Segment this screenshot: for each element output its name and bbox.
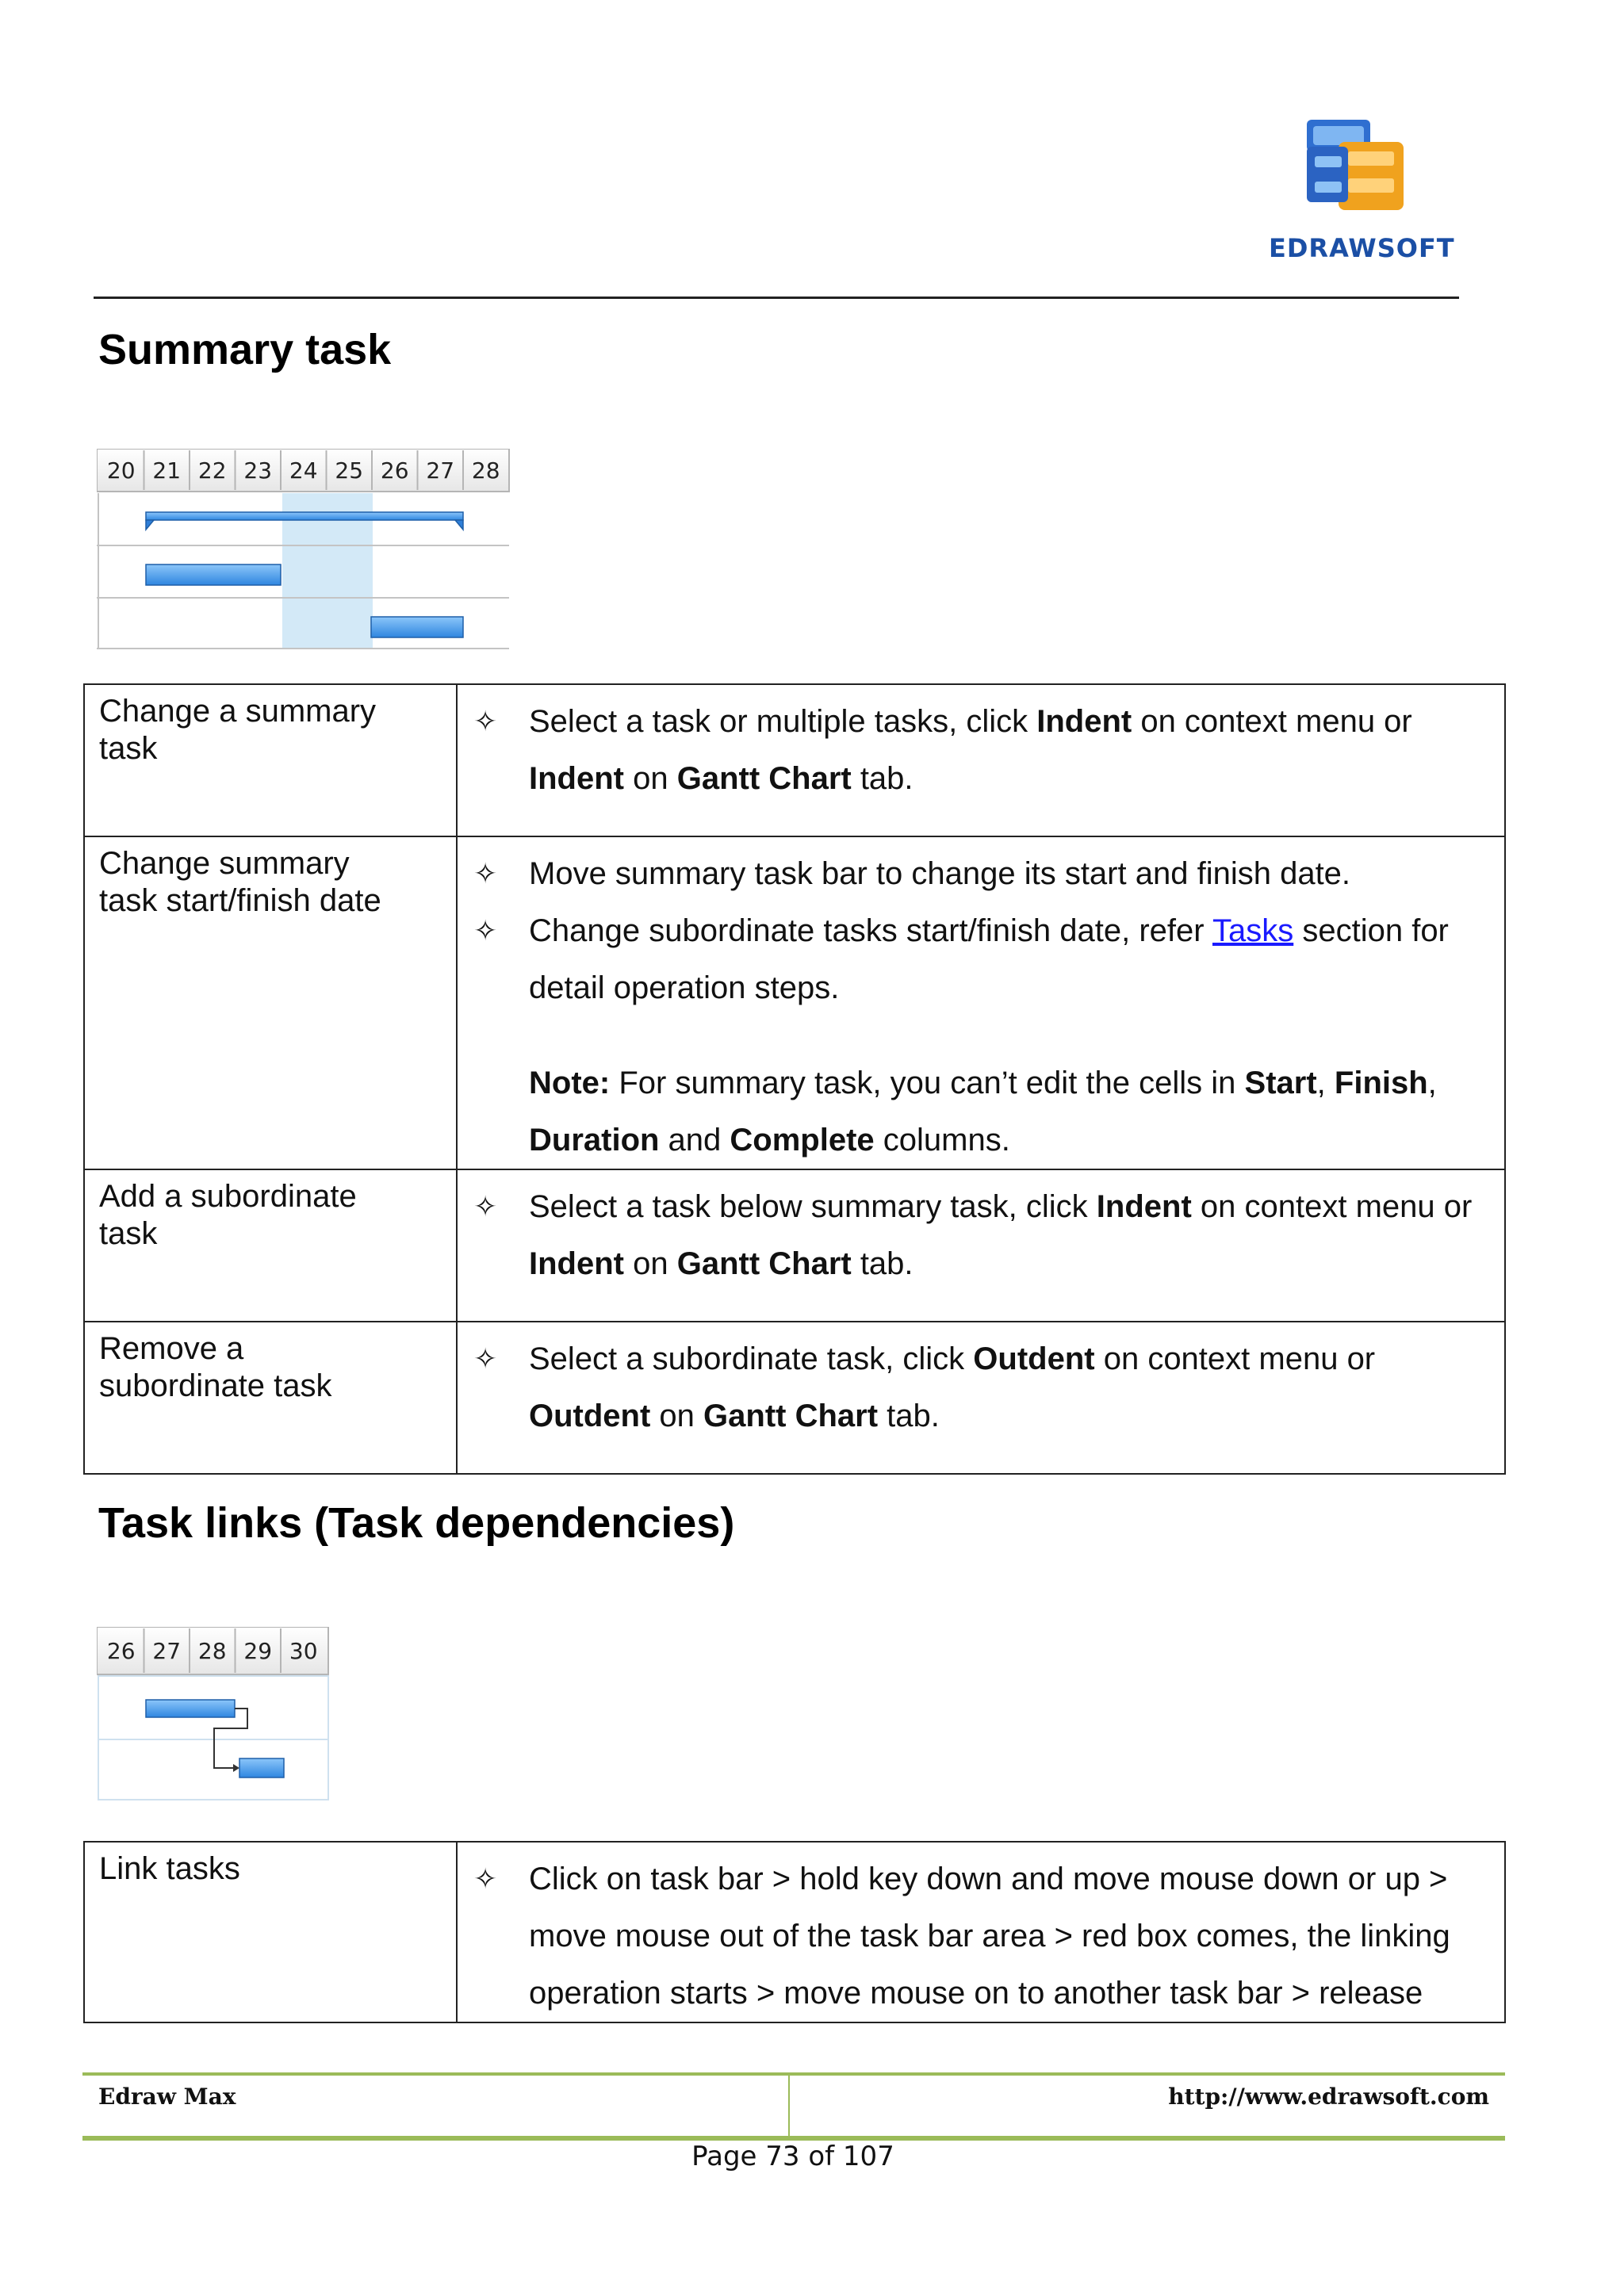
- gantt-day-label: 26: [380, 457, 409, 484]
- bullet-star-icon: ✧: [473, 914, 498, 947]
- gantt-day-label: 22: [197, 457, 227, 484]
- bold-term: Outdent: [529, 1399, 651, 1433]
- section-title-summary-task: Summary task: [98, 326, 392, 373]
- step-item: [467, 1850, 1488, 2022]
- gantt-day-label: 23: [243, 457, 273, 484]
- bold-term: Note:: [529, 1066, 611, 1100]
- operation-label: Change a summary task: [84, 684, 457, 836]
- operation-label: Add a subordinate task: [84, 1169, 457, 1322]
- operation-label: Link tasks: [84, 1842, 457, 2022]
- bullet-star-icon: ✧: [473, 1190, 498, 1223]
- operation-description: [457, 684, 1505, 836]
- bold-term: Indent: [529, 1246, 624, 1281]
- bullet-star-icon: ✧: [473, 705, 498, 737]
- page-footer: [82, 2072, 1505, 2141]
- brand-name: EDRAWSOFT: [1269, 233, 1455, 263]
- gantt-day-label: 29: [243, 1638, 273, 1664]
- gantt-day-label: 28: [197, 1638, 227, 1664]
- page-number: Page 73 of 107: [691, 2141, 894, 2172]
- bullet-star-icon: ✧: [473, 857, 498, 890]
- table-row: [84, 1322, 1505, 1474]
- gantt-day-label: 20: [106, 457, 136, 484]
- bullet-star-icon: ✧: [473, 1862, 498, 1895]
- table-row: [84, 1169, 1505, 1322]
- step-text: Select a task or multiple tasks, click Indent on context menu or Indent on Gantt Chart tab.: [529, 704, 1412, 796]
- summary-bar-right-cap: [455, 520, 463, 530]
- edrawsoft-logo: [1269, 115, 1455, 263]
- table-row: [84, 836, 1505, 1169]
- gantt-day-label: 24: [289, 457, 318, 484]
- predecessor-task-bar: [146, 1700, 235, 1717]
- gantt-day-label: 30: [289, 1638, 318, 1664]
- operation-description: [457, 1169, 1505, 1322]
- operation-description: [457, 836, 1505, 1169]
- gantt-day-label: 27: [152, 1638, 182, 1664]
- step-text: Click on task bar > hold key down and move mouse down or up > move mouse out of the task bar area > red box comes, the linking operation starts > move mouse on to another task bar > release: [529, 1862, 1450, 2011]
- footer-product-name: Edraw Max: [98, 2084, 236, 2110]
- operation-description: [457, 1842, 1505, 2022]
- step-item: [467, 902, 1488, 1016]
- bold-term: Complete: [730, 1123, 875, 1158]
- bold-term: Outdent: [973, 1341, 1095, 1376]
- edrawsoft-logo-mark: [1269, 115, 1443, 226]
- footer-divider: [788, 2076, 790, 2136]
- bold-term: Indent: [1096, 1189, 1192, 1224]
- step-text: Select a subordinate task, click Outdent on context menu or Outdent on Gantt Chart tab.: [529, 1341, 1376, 1433]
- step-item: [467, 693, 1488, 807]
- task-links-gantt-image: [97, 1627, 331, 1803]
- subtask-bar-1: [146, 564, 281, 585]
- table-row: [84, 684, 1505, 836]
- section-title-task-links: Task links (Task dependencies): [98, 1499, 735, 1547]
- successor-task-bar: [239, 1758, 284, 1777]
- gantt-day-label: 21: [152, 457, 182, 484]
- operation-label: Remove a subordinate task: [84, 1322, 457, 1474]
- note-text: Note: For summary task, you can’t edit the cells in Start, Finish, Duration and Complete columns.: [529, 1066, 1437, 1158]
- summary-bar-left-cap: [146, 520, 154, 530]
- summary-task-bar: [146, 512, 463, 520]
- bold-term: Finish: [1334, 1066, 1428, 1100]
- step-text: Select a task below summary task, click Indent on context menu or Indent on Gantt Chart tab.: [529, 1189, 1473, 1281]
- bold-term: Indent: [1036, 704, 1132, 739]
- bold-term: Indent: [529, 761, 624, 796]
- operation-description: [457, 1322, 1505, 1474]
- bold-term: Duration: [529, 1123, 660, 1158]
- step-text: Change subordinate tasks start/finish date, refer Tasks section for detail operation steps.: [529, 913, 1449, 1005]
- bold-term: Gantt Chart: [676, 761, 852, 796]
- footer-website: http://www.edrawsoft.com: [1168, 2084, 1489, 2110]
- header-rule: [94, 297, 1459, 299]
- operation-label: Change summary task start/finish date: [84, 836, 457, 1169]
- step-text: Move summary task bar to change its start and finish date.: [529, 856, 1351, 891]
- subtask-bar-2: [371, 617, 463, 637]
- task-links-operations-table: [83, 1841, 1506, 2023]
- step-item: [467, 1178, 1488, 1292]
- bullet-star-icon: ✧: [473, 1342, 498, 1375]
- table-row: [84, 1842, 1505, 2022]
- step-item: [467, 845, 1488, 902]
- summary-task-operations-table: [83, 683, 1506, 1475]
- step-item: [467, 1330, 1488, 1445]
- bold-term: Gantt Chart: [676, 1246, 852, 1281]
- gantt-day-label: 28: [471, 457, 500, 484]
- gantt-day-label: 27: [426, 457, 455, 484]
- bold-term: Start: [1244, 1066, 1317, 1100]
- gantt-day-label: 25: [335, 457, 364, 484]
- gantt-day-label: 26: [106, 1638, 136, 1664]
- bold-term: Gantt Chart: [703, 1399, 879, 1433]
- summary-task-gantt-image: [97, 449, 512, 652]
- tasks-section-link[interactable]: Tasks: [1212, 913, 1294, 948]
